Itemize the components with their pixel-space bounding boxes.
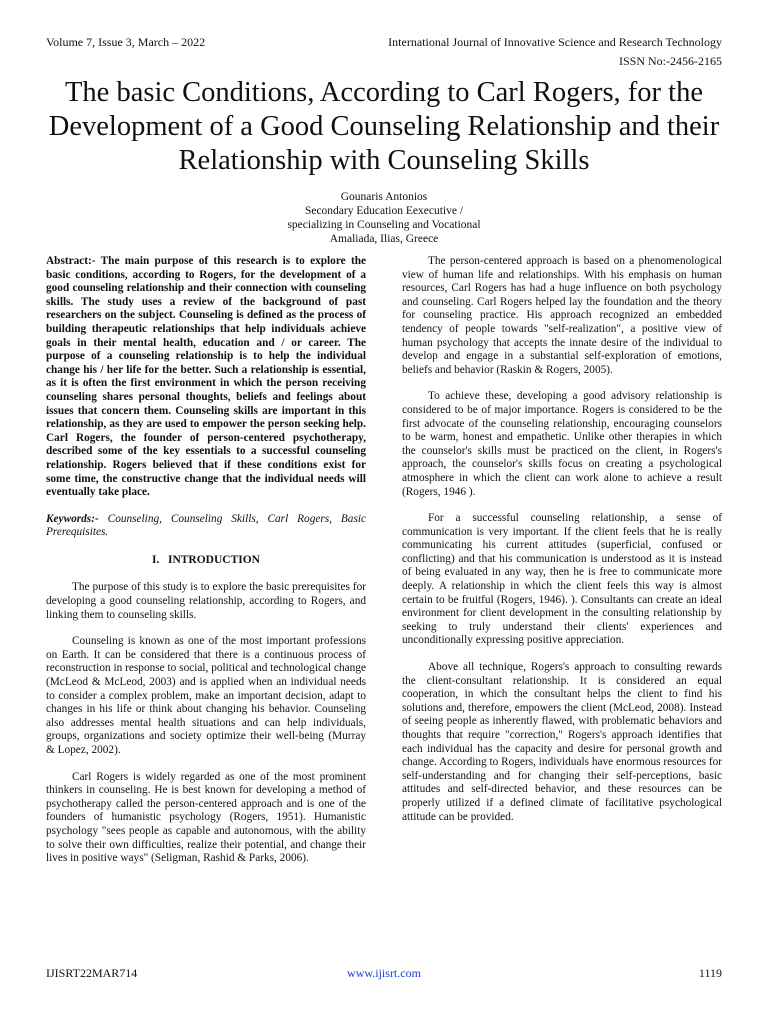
- paper-title: The basic Conditions, According to Carl Rogers, for the Development of a Good Counseling Relationship and their Relationship with Counseling Skills: [48, 77, 720, 176]
- right-column: [402, 255, 722, 837]
- body-paragraph: The person-centered approach is based on a phenomenological view of human life and relationships. With his emphasis on human resources, Carl Rogers has had a huge influence on both psychology and counseling. Carl Rogers helped lay the foundation and the theory for counseling practice. His approach recognized an embedded tendency of people towards "self-realization", a positive view of human psychology that accepts the innate desire of the individual to develop and engage in a substantial self-exploration of emotions, beliefs and behavior (Raskin & Rogers, 2005).: [402, 255, 722, 376]
- keywords: [46, 513, 366, 540]
- author-name: Gounaris Antonios: [340, 191, 428, 203]
- author-block: [184, 190, 584, 246]
- body-paragraph: The purpose of this study is to explore the basic prerequisites for developing a good counseling relationship, according to Rogers, and linking them to counseling skills.: [46, 581, 366, 621]
- keywords-text: Counseling, Counseling Skills, Carl Rogers, Basic Prerequisites.: [46, 512, 366, 539]
- footer-page-number: 1119: [698, 966, 722, 980]
- body-paragraph: To achieve these, developing a good advisory relationship is considered to be of major importance. Rogers is considered to be the first advocate of the counseling relationship, encouraging counselors to be warm, honest and empathetic. Unlike other therapies in which the counselor's skills must be practiced on the client, in Rogers's approach, the counselor's skills focus on creating a psychological atmosphere in which the client can work alone to achieve a result (Rogers, 1946 ).: [402, 390, 722, 498]
- issn-number: ISSN No:-2456-2165: [618, 54, 722, 68]
- keywords-label: Keywords:-: [46, 512, 99, 525]
- footer-article-id: IJISRT22MAR714: [46, 966, 138, 980]
- author-affiliation-1: Secondary Education Eexecutive /: [304, 205, 464, 217]
- body-paragraph: For a successful counseling relationship, a sense of communication is very important. If the client feels that he is really communicating his current attitudes (superficial, confused or conflicting) and that his communication is understood as it is instead of being evaluated in any way, then he is free to communicate more deeply. A relationship in which the client feels this way is almost certain to be fruitful (Rogers, 1946). ). Consultants can create an ideal environment for client development in the consulting relationship by seeking to truly understand their clients' experiences and unconditionally expressing positive appreciation.: [402, 512, 722, 647]
- body-paragraph: Counseling is known as one of the most important professions on Earth. It can be considered that there is a continuous process of reconstruction in response to social, political and technological change (McLeod & McLeod, 2003) and is applied when an individual needs to consider a complex problem, make an important decision, adapt to changes in his life or think about changing his behavior. Counseling also addresses mental health situations and can help individuals, groups, organizations and society optimize their well-being (Murray & Lopez, 2002).: [46, 635, 366, 756]
- abstract: Abstract:- The main purpose of this research is to explore the basic conditions, according to Rogers, for the development of a good counseling relationship and their connection with counseling skills. The study uses a review of the background of past researchers on the subject. Counseling is defined as the process of building therapeutic relationships that help individuals achieve goals in their mental health, education and / or career. The purpose of a counseling relationship is to help the individual change his / her life for the better. Such a relationship is essential, as it is often the first environment in which the person receiving counseling shares personal thoughts, beliefs and feelings about issues that concern them. Counseling skills are important in this relationship, as they are used to empower the person seeking help. Carl Rogers, the founder of person-centered psychotherapy, described some of the key essentials to a successful counseling relationship. Rogers believed that if these conditions exist for some time, the constructive change that the individual needs will eventually take place.: [46, 255, 366, 499]
- footer-website-link[interactable]: www.ijisrt.com: [347, 966, 421, 980]
- body-paragraph: Above all technique, Rogers's approach to consulting rewards the client-consultant relationship. It is considered an equal cooperation, in which the consultant helps the client to find his solutions and, therefore, empowers the client (McLeod, 2008). Instead of seeing people as inherently flawed, with problematic behaviors and thoughts that require "correction," Rogers's approach identifies that each individual has the capacity and desire for personal growth and change. According to Rogers, individuals have enormous resources for self-understanding and for changing their self-perceptions, basic attitudes and self-directed behavior, and these resources can be properly utilized if a defined climate of facilitative psychological attitude can be provided.: [402, 661, 722, 823]
- author-affiliation-2: specializing in Counseling and Vocational: [287, 219, 481, 231]
- author-location: Amaliada, Ilias, Greece: [329, 233, 439, 245]
- section-heading-introduction: I. INTRODUCTION: [152, 553, 260, 566]
- journal-volume: Volume 7, Issue 3, March – 2022: [46, 35, 206, 49]
- left-column: [46, 255, 366, 879]
- body-paragraph: Carl Rogers is widely regarded as one of the most prominent thinkers in counseling. He is best known for developing a method of psychotherapy called the person-centered approach and is one of the founders of humanistic psychology (Rogers, 1951). Humanistic psychology "sees people as capable and autonomous, with the ability to solve their own difficulties, realize their potential, and change their lives in positive ways" (Seligman, Rashid & Parks, 2006).: [46, 770, 366, 865]
- journal-name: International Journal of Innovative Science and Research Technology: [388, 35, 722, 49]
